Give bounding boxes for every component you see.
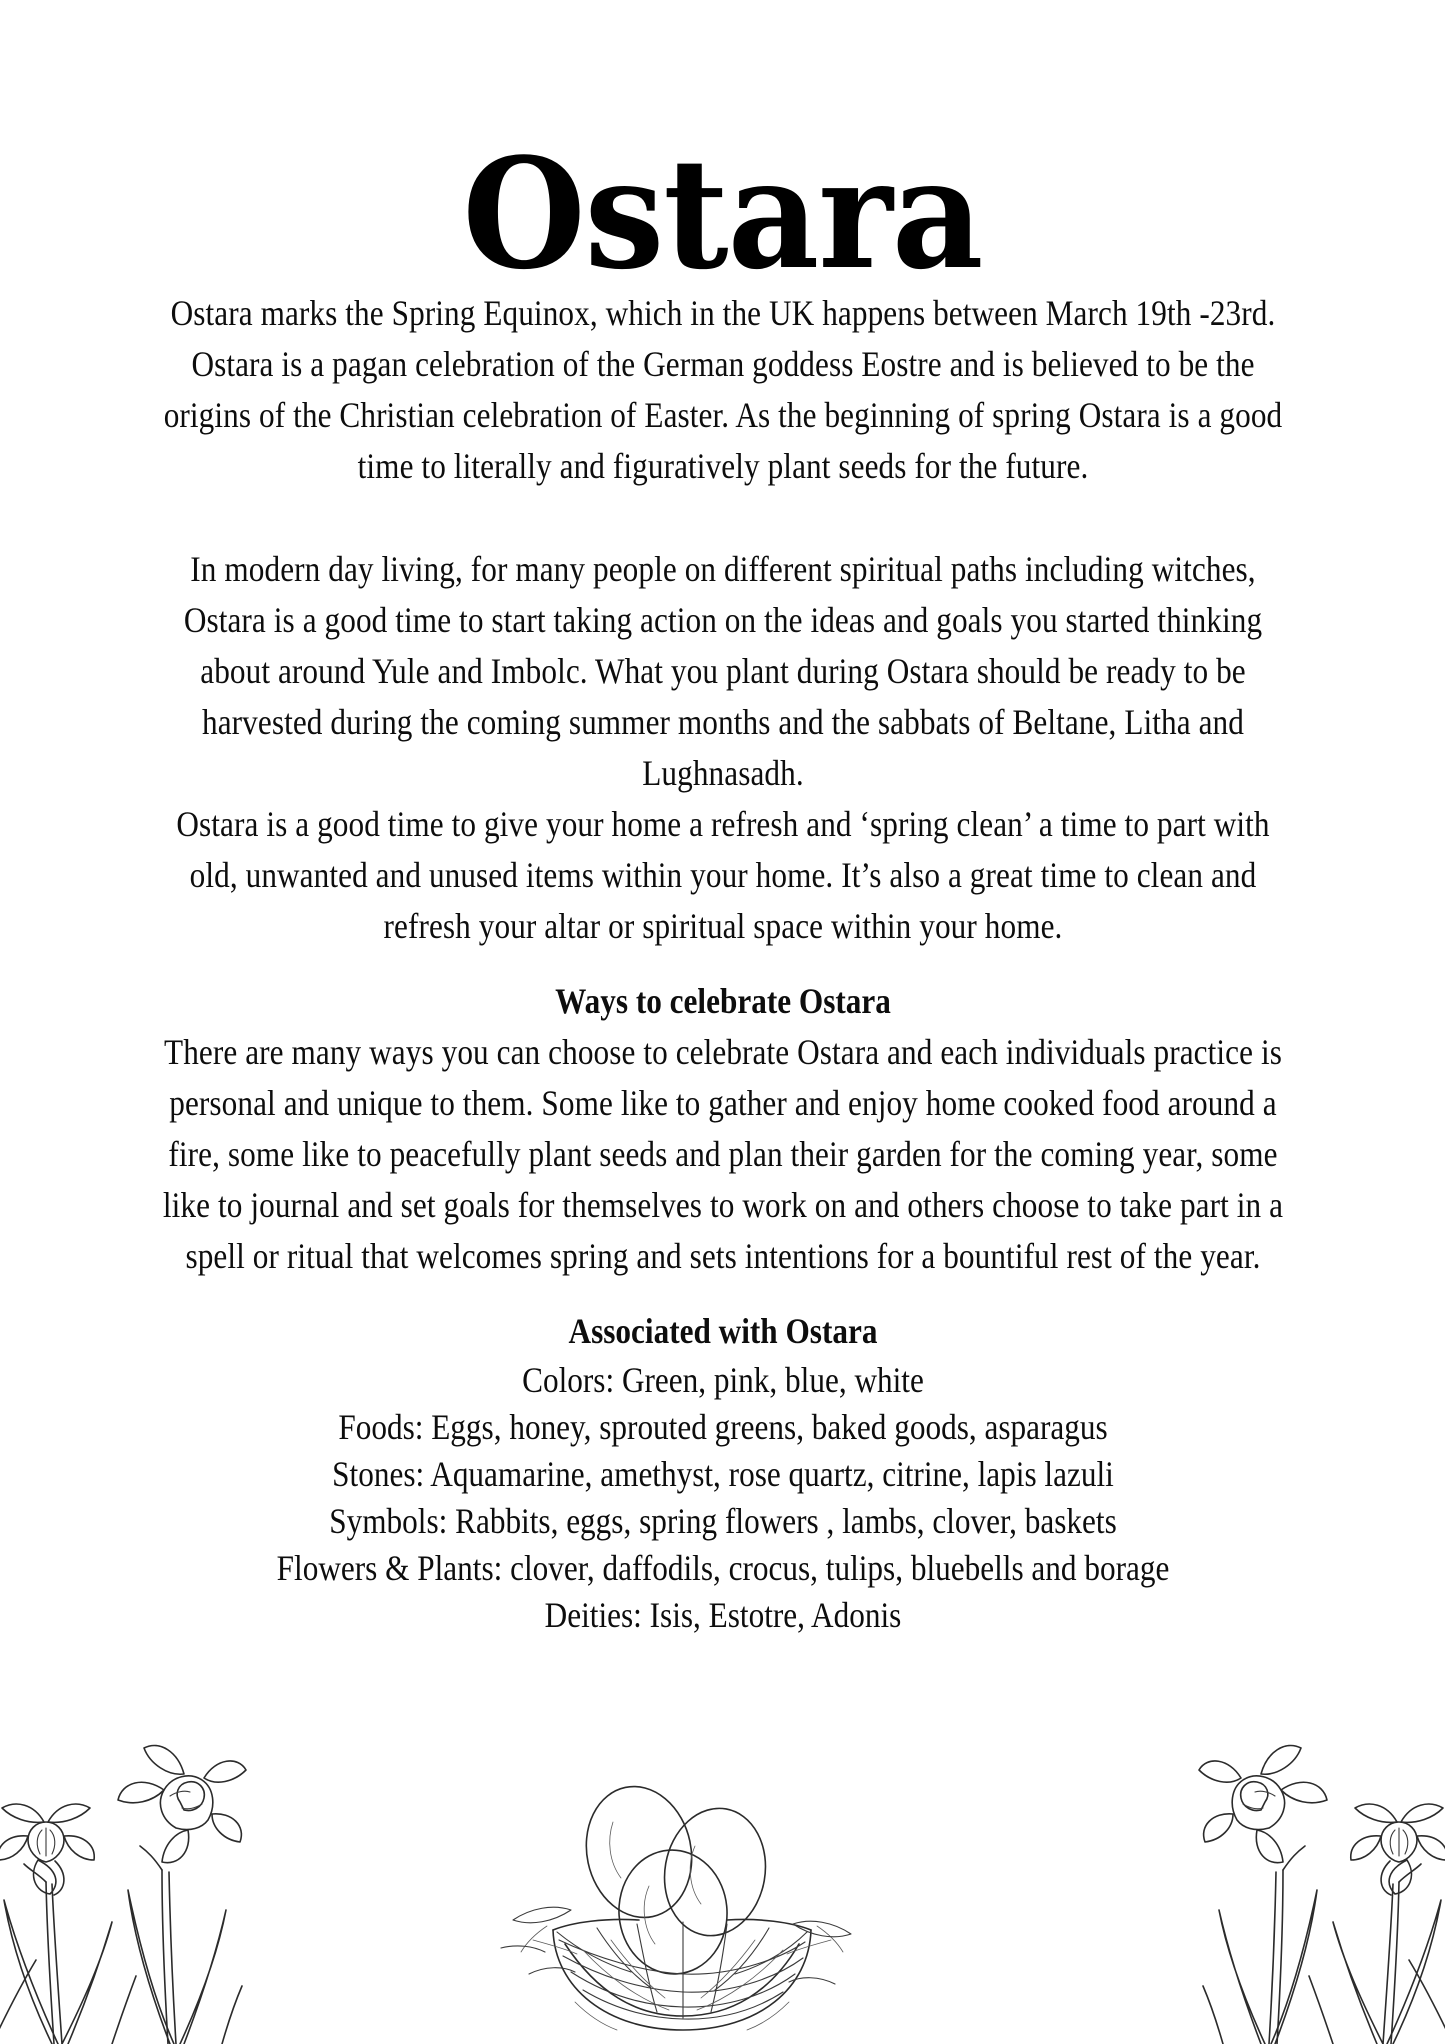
associated-line-colors: Colors: Green, pink, blue, white <box>522 1360 924 1400</box>
bottom-artwork <box>0 1714 1445 2044</box>
nest-with-eggs-icon <box>487 1744 877 2044</box>
heading-associated-with-ostara: Associated with Ostara <box>568 1311 878 1351</box>
spacer <box>78 492 1368 544</box>
page-title: Ostara <box>462 123 983 303</box>
paragraph-ways-to-celebrate: There are many ways you can choose to celebrate Ostara and each individuals practice is personal and unique to them. Some like to gather and enjoy home cooked food around a fire, some like to peacefully plant seeds and plan their garden for the coming year, some like to journal and set goals for themselves to work on and others choose to take part in a spell or ritual that welcomes spring and sets intentions for a bountiful rest of the year. <box>162 1032 1284 1276</box>
paragraph-spring-clean: Ostara is a good time to give your home a refresh and ‘spring clean’ a time to part with old, unwanted and unused items within your home. It’s also a great time to clean and refresh your altar or spiritual space within your home. <box>176 804 1270 946</box>
document-body <box>78 288 1368 1639</box>
associated-line-stones: Stones: Aquamarine, amethyst, rose quartz, citrine, lapis lazuli <box>332 1454 1114 1494</box>
associated-line-deities: Deities: Isis, Estotre, Adonis <box>544 1595 902 1635</box>
spacer <box>78 1282 1368 1306</box>
paragraph-intro: Ostara marks the Spring Equinox, which in the UK happens between March 19th -23rd. Ostara is a pagan celebration of the German goddess Eostre and is believed to be the origins of the Christian celebration of Easter. As the beginning of spring Ostara is a good time to literally and figuratively plant seeds for the future. <box>163 293 1283 486</box>
heading-ways-to-celebrate: Ways to celebrate Ostara <box>555 981 891 1021</box>
associated-line-foods: Foods: Eggs, honey, sprouted greens, baked goods, asparagus <box>338 1407 1108 1447</box>
spacer <box>78 952 1368 976</box>
associated-line-flowers-plants: Flowers & Plants: clover, daffodils, crocus, tulips, bluebells and borage <box>276 1548 1170 1588</box>
paragraph-modern-living: In modern day living, for many people on different spiritual paths including witches, Ostara is a good time to start taking action on the ideas and goals you started thinking about around Yule and Imbolc. What you plant during Ostara should be ready to be harvested during the coming summer months and the sabbats of Beltane, Litha and Lughnasadh. <box>183 549 1263 793</box>
daffodil-right-icon <box>1063 1714 1445 2044</box>
daffodil-left-icon <box>0 1714 382 2044</box>
associated-line-symbols: Symbols: Rabbits, eggs, spring flowers , lambs, clover, baskets <box>329 1501 1117 1541</box>
